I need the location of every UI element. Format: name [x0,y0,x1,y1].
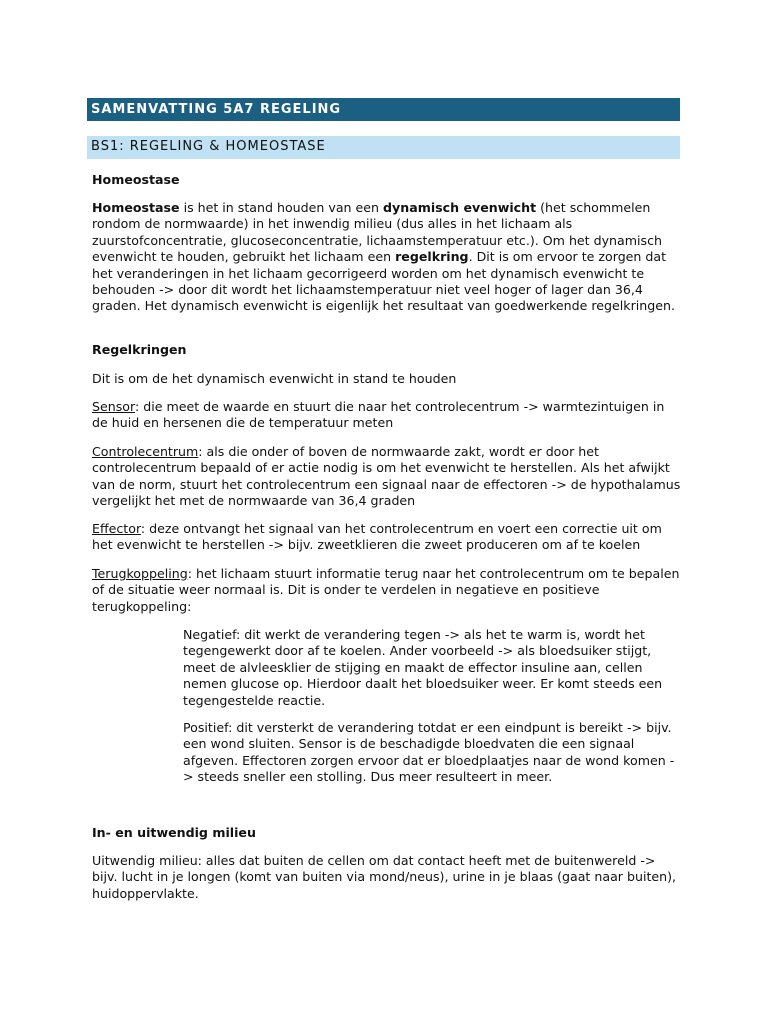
paragraph-effector [92,521,682,554]
heading-homeostase: Homeostase [92,172,180,187]
term-terugkoppeling: Terugkoppeling [92,566,188,581]
paragraph-intro: Dit is om de het dynamisch evenwicht in stand te houden [92,371,457,386]
text-run: : als die onder of boven de normwaarde zakt, wordt er door het controlecentrum bepaald of er actie nodig is om het evenwicht te herstellen. Als het afwijkt van de norm, stuurt het controlecentrum een signaal naar de effectoren -> de hypothalamus vergelijkt het met de normwaarde van 36,4 graden [92,444,681,509]
term-homeostase: Homeostase [92,200,180,215]
paragraph-terugkoppeling [92,566,682,615]
term-regelkring: regelkring [395,249,469,265]
text-run: . Dit is om ervoor te zorgen dat het veranderingen in het lichaam gecorrigeerd worden om het dynamisch evenwicht te behouden -> door dit wordt het lichaamstemperatuur niet veel hoger of lager dan 36,4 graden. Het dynamisch evenwicht is eigenlijk het resultaat van goedwerkende regelkringen. [92,249,675,314]
heading-regelkringen: Regelkringen [92,342,187,357]
term-sensor: Sensor [92,399,135,414]
heading-milieu: In- en uitwendig milieu [92,825,256,840]
term-effector: Effector [92,521,141,536]
paragraph-milieu: Uitwendig milieu: alles dat buiten de cellen om dat contact heeft met de buitenwereld -> bijv. lucht in je longen (komt van buiten via mond/neus), urine in je blaas (gaat naar buiten), huidoppervlakte. [92,853,677,901]
term-dynamisch-evenwicht: dynamisch evenwicht [383,200,537,215]
term-controlecentrum: Controlecentrum [92,444,199,459]
text-run: is het in stand houden van een [179,200,384,215]
text-run: : die meet de waarde en stuurt die naar het controlecentrum -> warmtezintuigen in de huid en hersenen die de temperatuur meten [92,399,665,431]
section-heading: BS1: REGELING & HOMEOSTASE [87,136,680,159]
paragraph-controlecentrum [92,444,682,510]
text-run: : deze ontvangt het signaal van het controlecentrum en voert een correctie uit om het evenwicht te herstellen -> bijv. zweetklieren die zweet produceren om af te koelen [92,521,662,553]
paragraph-homeostase [92,200,682,315]
paragraph-negatief: Negatief: dit werkt de verandering tegen -> als het te warm is, wordt het tegengewerkt door af te koelen. Ander voorbeeld -> als bloedsuiker stijgt, meet de alvleesklier de stijging en maakt de effector insuline aan, cellen nemen glucose op. Hierdoor daalt het bloedsuiker weer. Er komt steeds een tegengestelde reactie. [183,627,663,708]
text-run: (het schommelen rondom de normwaarde) in het inwendig milieu (dus alles in het lichaam als zuurstofconcentratie, glucoseconcentratie, lichaamstemperatuur etc.). Om het dynamisch evenwicht te houden, gebruikt het lichaam een [92,200,662,265]
document-title: SAMENVATTING 5A7 REGELING [87,98,680,121]
paragraph-sensor [92,399,682,432]
text-run: : het lichaam stuurt informatie terug naar het controlecentrum om te bepalen of de situatie weer normaal is. Dit is onder te verdelen in negatieve en positieve terugkoppeling: [92,566,680,614]
paragraph-positief: Positief: dit versterkt de verandering totdat er een eindpunt is bereikt -> bijv. een wond sluiten. Sensor is de beschadigde bloedvaten die een signaal afgeven. Effectoren zorgen ervoor dat er bloedplaatjes naar de wond komen -> steeds sneller een stolling. Dus meer resulteert in meer. [183,720,675,785]
